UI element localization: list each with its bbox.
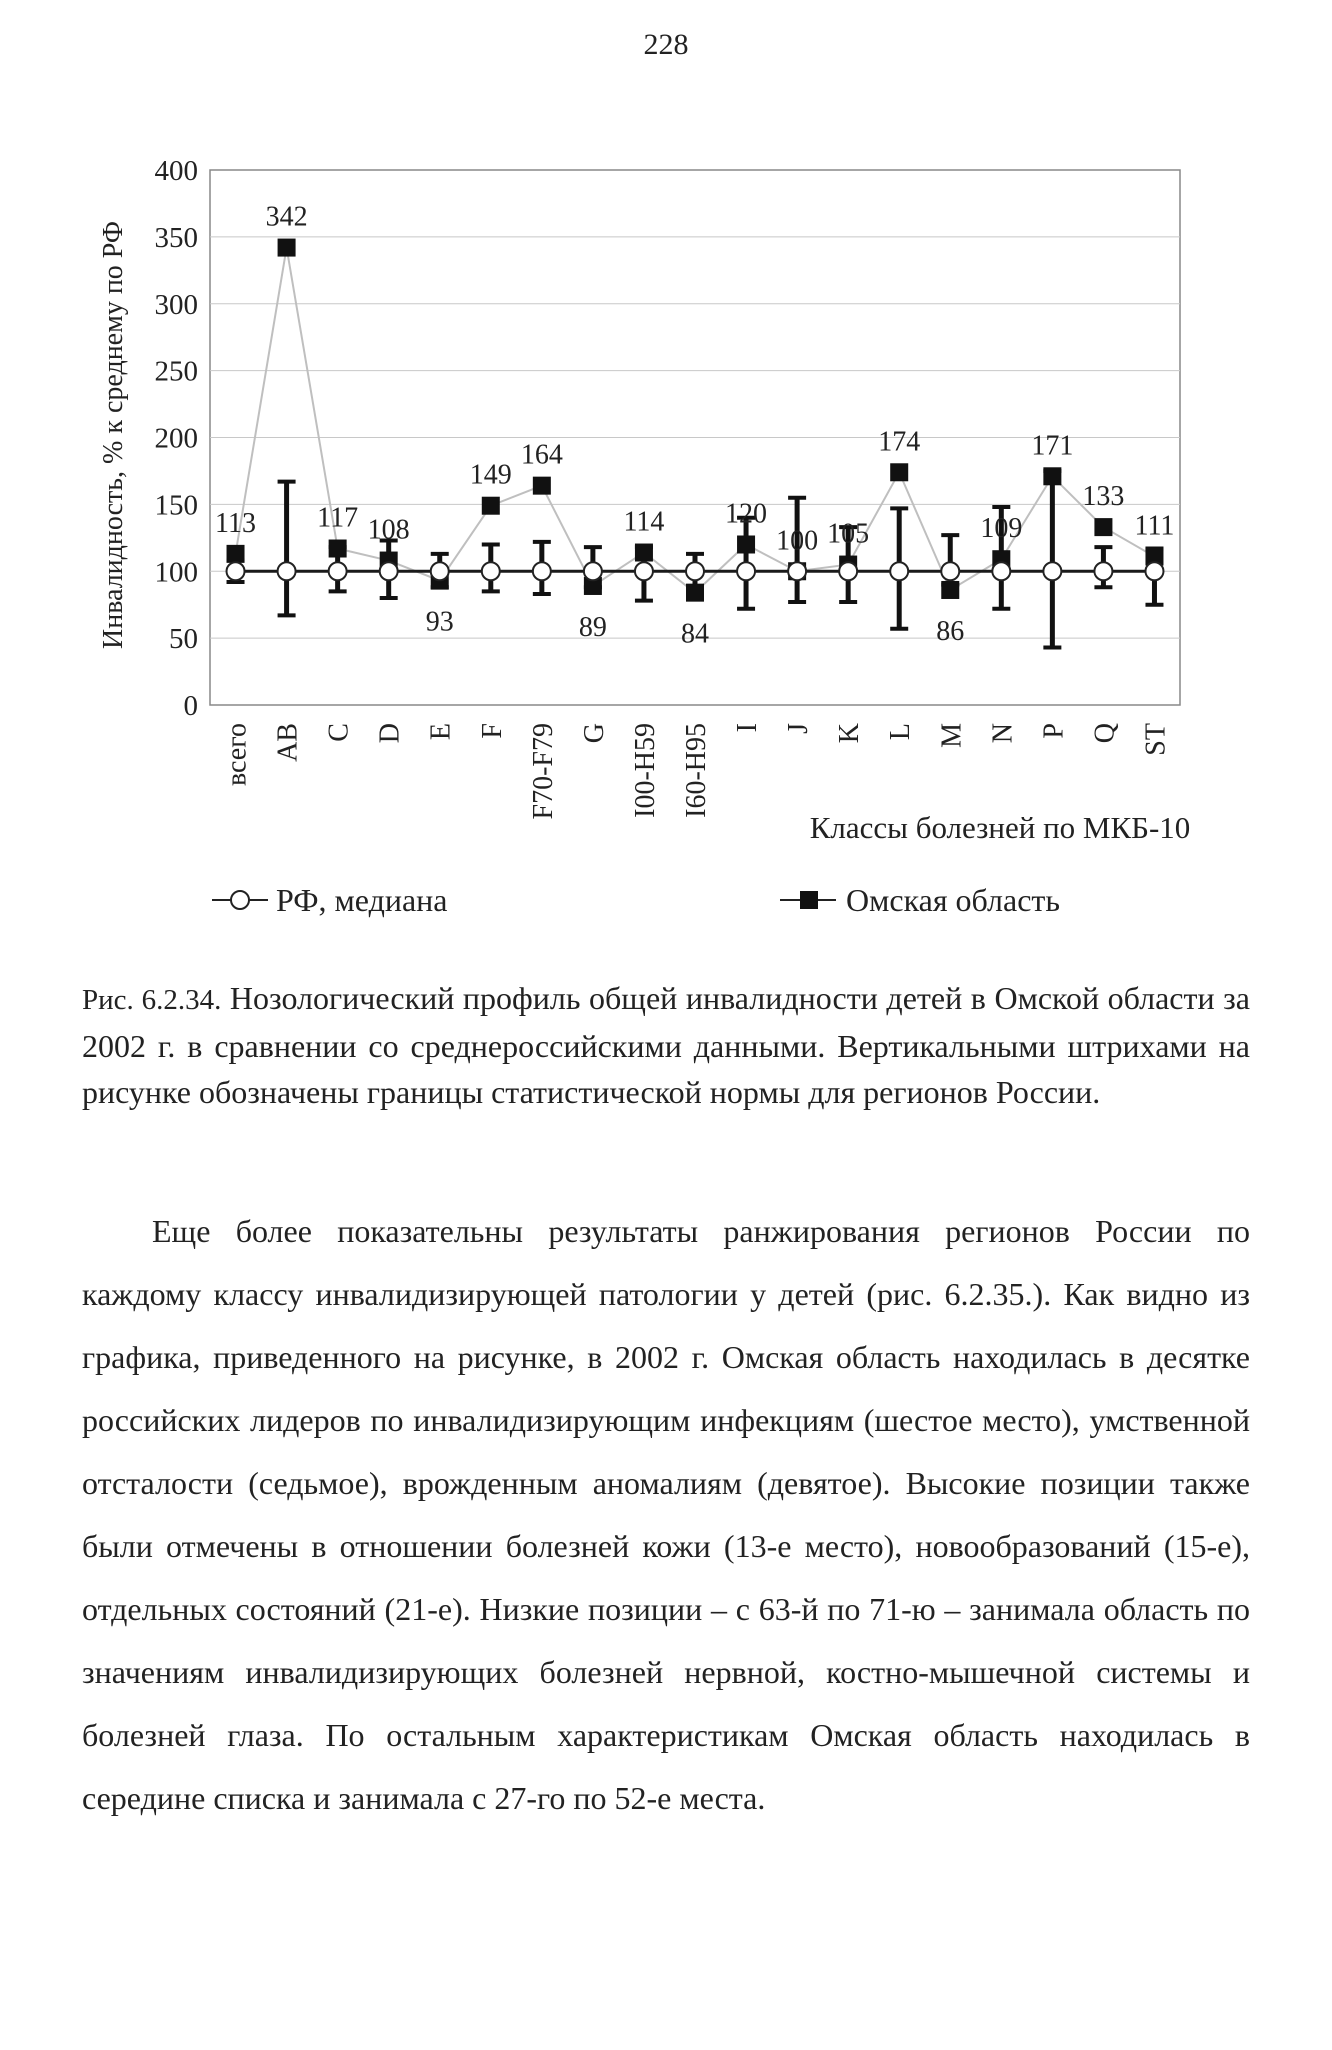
legend-omsk-marker-icon — [800, 891, 818, 909]
data-label: 120 — [725, 498, 768, 530]
data-label: 117 — [317, 502, 359, 534]
data-label: 108 — [367, 514, 410, 546]
x-tick-label: I00-H59 — [629, 723, 661, 818]
legend — [212, 882, 1060, 918]
data-label: 149 — [469, 459, 512, 491]
body-paragraph: Еще более показательны результаты ранжирования регионов России по каждому классу инвалидизирующей патологии у детей (рис. 6.2.35.). Как видно из графика, приведенного на рисунке, в 2002 г. Омская область находилась в десятке российских лидеров по инвалидизирующим инфекциям (шестое место), умственной отсталости (седьмое), врожденным аномалиям (девятое). Высокие позиции также были отмечены в отношении болезней кожи (13-е место), новообразований (15-е), отдельных состояний (21-е). Низкие позиции – с 63-й по 71-ю – занимала область по значениям инвалидизирующих болезней нервной, костно-мышечной системы и болезней глаза. По остальным характеристикам Омская область находилась в середине списка и занимала с 27-го по 52-е места. — [82, 1213, 1250, 1816]
x-tick-label: ST — [1140, 723, 1172, 756]
rf-median-point — [992, 562, 1010, 580]
omsk-data-point — [278, 239, 296, 257]
rf-median-point — [1145, 562, 1163, 580]
omsk-data-point — [227, 545, 245, 563]
rf-median-point — [635, 562, 653, 580]
x-tick-label: J — [783, 723, 815, 734]
y-tick-label: 150 — [154, 489, 198, 522]
x-tick-label: Q — [1089, 723, 1121, 744]
rf-median-point — [686, 562, 704, 580]
legend-rf-marker-icon — [231, 891, 249, 909]
rf-median-point — [839, 562, 857, 580]
x-tick-label: C — [323, 723, 355, 742]
data-label: 105 — [827, 518, 870, 550]
data-label: 109 — [980, 513, 1023, 545]
data-label: 111 — [1134, 510, 1175, 542]
data-label: 342 — [265, 201, 308, 233]
rf-median-point — [890, 562, 908, 580]
x-tick-label: N — [987, 723, 1019, 744]
y-tick-label: 350 — [154, 221, 198, 254]
y-tick-label: 200 — [154, 422, 198, 455]
x-axis-title: Классы болезней по МКБ-10 — [809, 810, 1191, 845]
y-tick-label: 0 — [183, 690, 198, 722]
y-axis-title: Инвалидность, % к среднему по РФ — [98, 220, 129, 650]
rf-median-point — [533, 562, 551, 580]
rf-median-point — [278, 562, 296, 580]
rf-median-point — [1043, 562, 1061, 580]
page-number: 228 — [643, 28, 689, 61]
omsk-data-point — [1094, 518, 1112, 536]
x-tick-label: I60-H95 — [681, 723, 712, 818]
omsk-data-point — [329, 540, 347, 558]
omsk-data-point — [1043, 467, 1061, 485]
data-label: 133 — [1082, 481, 1125, 513]
rf-median-point — [227, 562, 245, 580]
y-tick-label: 400 — [154, 155, 198, 187]
x-tick-label: D — [374, 723, 406, 744]
data-label: 114 — [623, 506, 665, 538]
figure-caption-label: Рис. 6.2.34. — [82, 984, 222, 1016]
data-label: 164 — [520, 439, 563, 471]
data-label: 93 — [425, 606, 454, 638]
omsk-data-point — [533, 477, 551, 495]
disability-profile-chart — [0, 0, 1332, 940]
omsk-data-point — [890, 463, 908, 481]
rf-median-point — [380, 562, 398, 580]
data-label: 86 — [936, 615, 965, 647]
y-tick-label: 50 — [169, 623, 198, 656]
data-label: 84 — [681, 618, 709, 650]
x-tick-label: AB — [272, 723, 304, 762]
rf-median-point — [482, 562, 500, 580]
y-tick-label: 300 — [154, 288, 198, 321]
x-tick-label: всего — [221, 723, 253, 787]
rf-median-point — [584, 562, 602, 580]
figure-caption-text: Нозологический профиль общей инвалидности детей в Омской области за 2002 г. в сравнении со среднероссийскими данными. Вертикальными штрихами на рисунке обозначены границы статистической нормы для регионов России. — [82, 980, 1251, 1110]
x-tick-label: P — [1038, 723, 1070, 739]
rf-median-point — [431, 562, 449, 580]
omsk-data-point — [635, 544, 653, 562]
x-tick-label: F — [476, 723, 508, 739]
omsk-data-point — [737, 536, 755, 554]
x-tick-label: E — [425, 723, 457, 741]
legend-omsk-label: Омская область — [846, 882, 1060, 918]
figure-caption — [82, 975, 1250, 1115]
y-tick-label: 250 — [154, 355, 198, 388]
x-tick-label: M — [936, 723, 968, 748]
data-label: 113 — [215, 507, 257, 539]
data-label: 171 — [1031, 430, 1074, 462]
rf-median-point — [941, 562, 959, 580]
x-tick-label: L — [885, 723, 917, 741]
x-tick-label: G — [578, 723, 610, 744]
data-label: 89 — [578, 611, 607, 643]
rf-median-point — [1094, 562, 1112, 580]
omsk-data-point — [686, 584, 704, 602]
data-label: 174 — [878, 426, 921, 458]
rf-median-point — [329, 562, 347, 580]
rf-median-point — [737, 562, 755, 580]
y-tick-label: 100 — [154, 556, 198, 589]
omsk-data-point — [941, 581, 959, 599]
x-tick-label: I — [732, 723, 764, 733]
data-label: 100 — [776, 525, 819, 557]
legend-rf-label: РФ, медиана — [276, 882, 448, 918]
omsk-data-point — [482, 497, 500, 515]
x-tick-label: F70-F79 — [527, 723, 559, 820]
rf-median-point — [788, 562, 806, 580]
x-tick-label: K — [834, 723, 866, 744]
